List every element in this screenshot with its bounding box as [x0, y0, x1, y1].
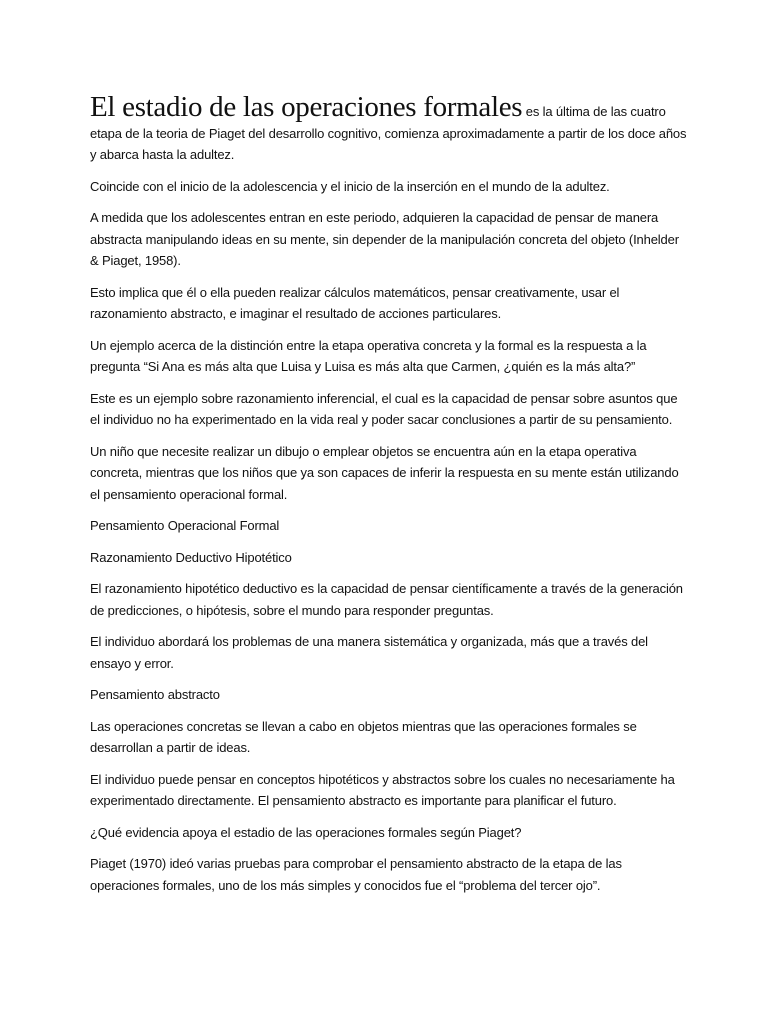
paragraph-pensar-abstracta: A medida que los adolescentes entran en este periodo, adquieren la capacidad de pensar de manera abstracta manipulando ideas en su mente, sin depender de la manipulación concreta del objeto (Inhelder & Piaget, 1958).: [90, 210, 679, 268]
paragraph-conceptos-hipoteticos: El individuo puede pensar en conceptos hipotéticos y abstractos sobre los cuales no necesariamente ha experimentado directamente. El pensamiento abstracto es importante para planificar el futuro.: [90, 771, 675, 808]
paragraph-sistematica: El individuo abordará los problemas de una manera sistemática y organizada, más que a través del ensayo y error.: [90, 634, 648, 671]
heading-evidencia: ¿Qué evidencia apoya el estadio de las operaciones formales según Piaget?: [90, 824, 522, 840]
paragraph-hipotetico-deductivo: El razonamiento hipotético deductivo es la capacidad de pensar científicamente a través de la generación de predicciones, o hipótesis, sobre el mundo para responder preguntas.: [90, 581, 683, 618]
heading-pensamiento-operacional: Pensamiento Operacional Formal: [90, 518, 280, 533]
document-title: El estadio de las operaciones formales: [90, 91, 523, 123]
intro-paragraph: [90, 92, 690, 166]
title-continuation: es la última de las cuatro: [525, 104, 666, 119]
paragraph-nino-dibujo: Un niño que necesite realizar un dibujo o emplear objetos se encuentra aún en la etapa operativa concreta, mientras que los niños que ya son capaces de inferir la respuesta en su mente están utilizando el pensamiento operacional formal.: [90, 443, 679, 502]
paragraph-operaciones-concretas: Las operaciones concretas se llevan a cabo en objetos mientras que las operaciones formales se desarrollan a partir de ideas.: [90, 718, 637, 755]
heading-pensamiento-abstracto: Pensamiento abstracto: [90, 687, 220, 702]
paragraph-tercer-ojo: Piaget (1970) ideó varias pruebas para comprobar el pensamiento abstracto de la etapa de las operaciones formales, uno de los más simples y conocidos fue el “problema del tercer ojo”.: [90, 856, 622, 893]
paragraph-calculos-matematicos: Esto implica que él o ella pueden realizar cálculos matemáticos, pensar creativamente, usar el razonamiento abstracto, e imaginar el resultado de acciones particulares.: [90, 284, 620, 321]
paragraph-ejemplo-distincion: Un ejemplo acerca de la distinción entre la etapa operativa concreta y la formal es la respuesta a la pregunta “Si Ana es más alta que Luisa y Luisa es más alta que Carmen, ¿quién es la más alta?”: [90, 337, 647, 374]
paragraph-inicio-adolescencia: Coincide con el inicio de la adolescencia y el inicio de la inserción en el mundo de la adultez.: [90, 178, 610, 194]
intro-text: etapa de la teoria de Piaget del desarrollo cognitivo, comienza aproximadamente a partir de los doce años y abarca hasta la adultez.: [90, 125, 687, 162]
paragraph-razonamiento-inferencial: Este es un ejemplo sobre razonamiento inferencial, el cual es la capacidad de pensar sobre asuntos que el individuo no ha experimentado en la vida real y poder sacar conclusiones a partir de su pensamiento.: [90, 390, 678, 427]
document-page: [90, 92, 690, 906]
heading-razonamiento-deductivo: Razonamiento Deductivo Hipotético: [90, 549, 292, 565]
